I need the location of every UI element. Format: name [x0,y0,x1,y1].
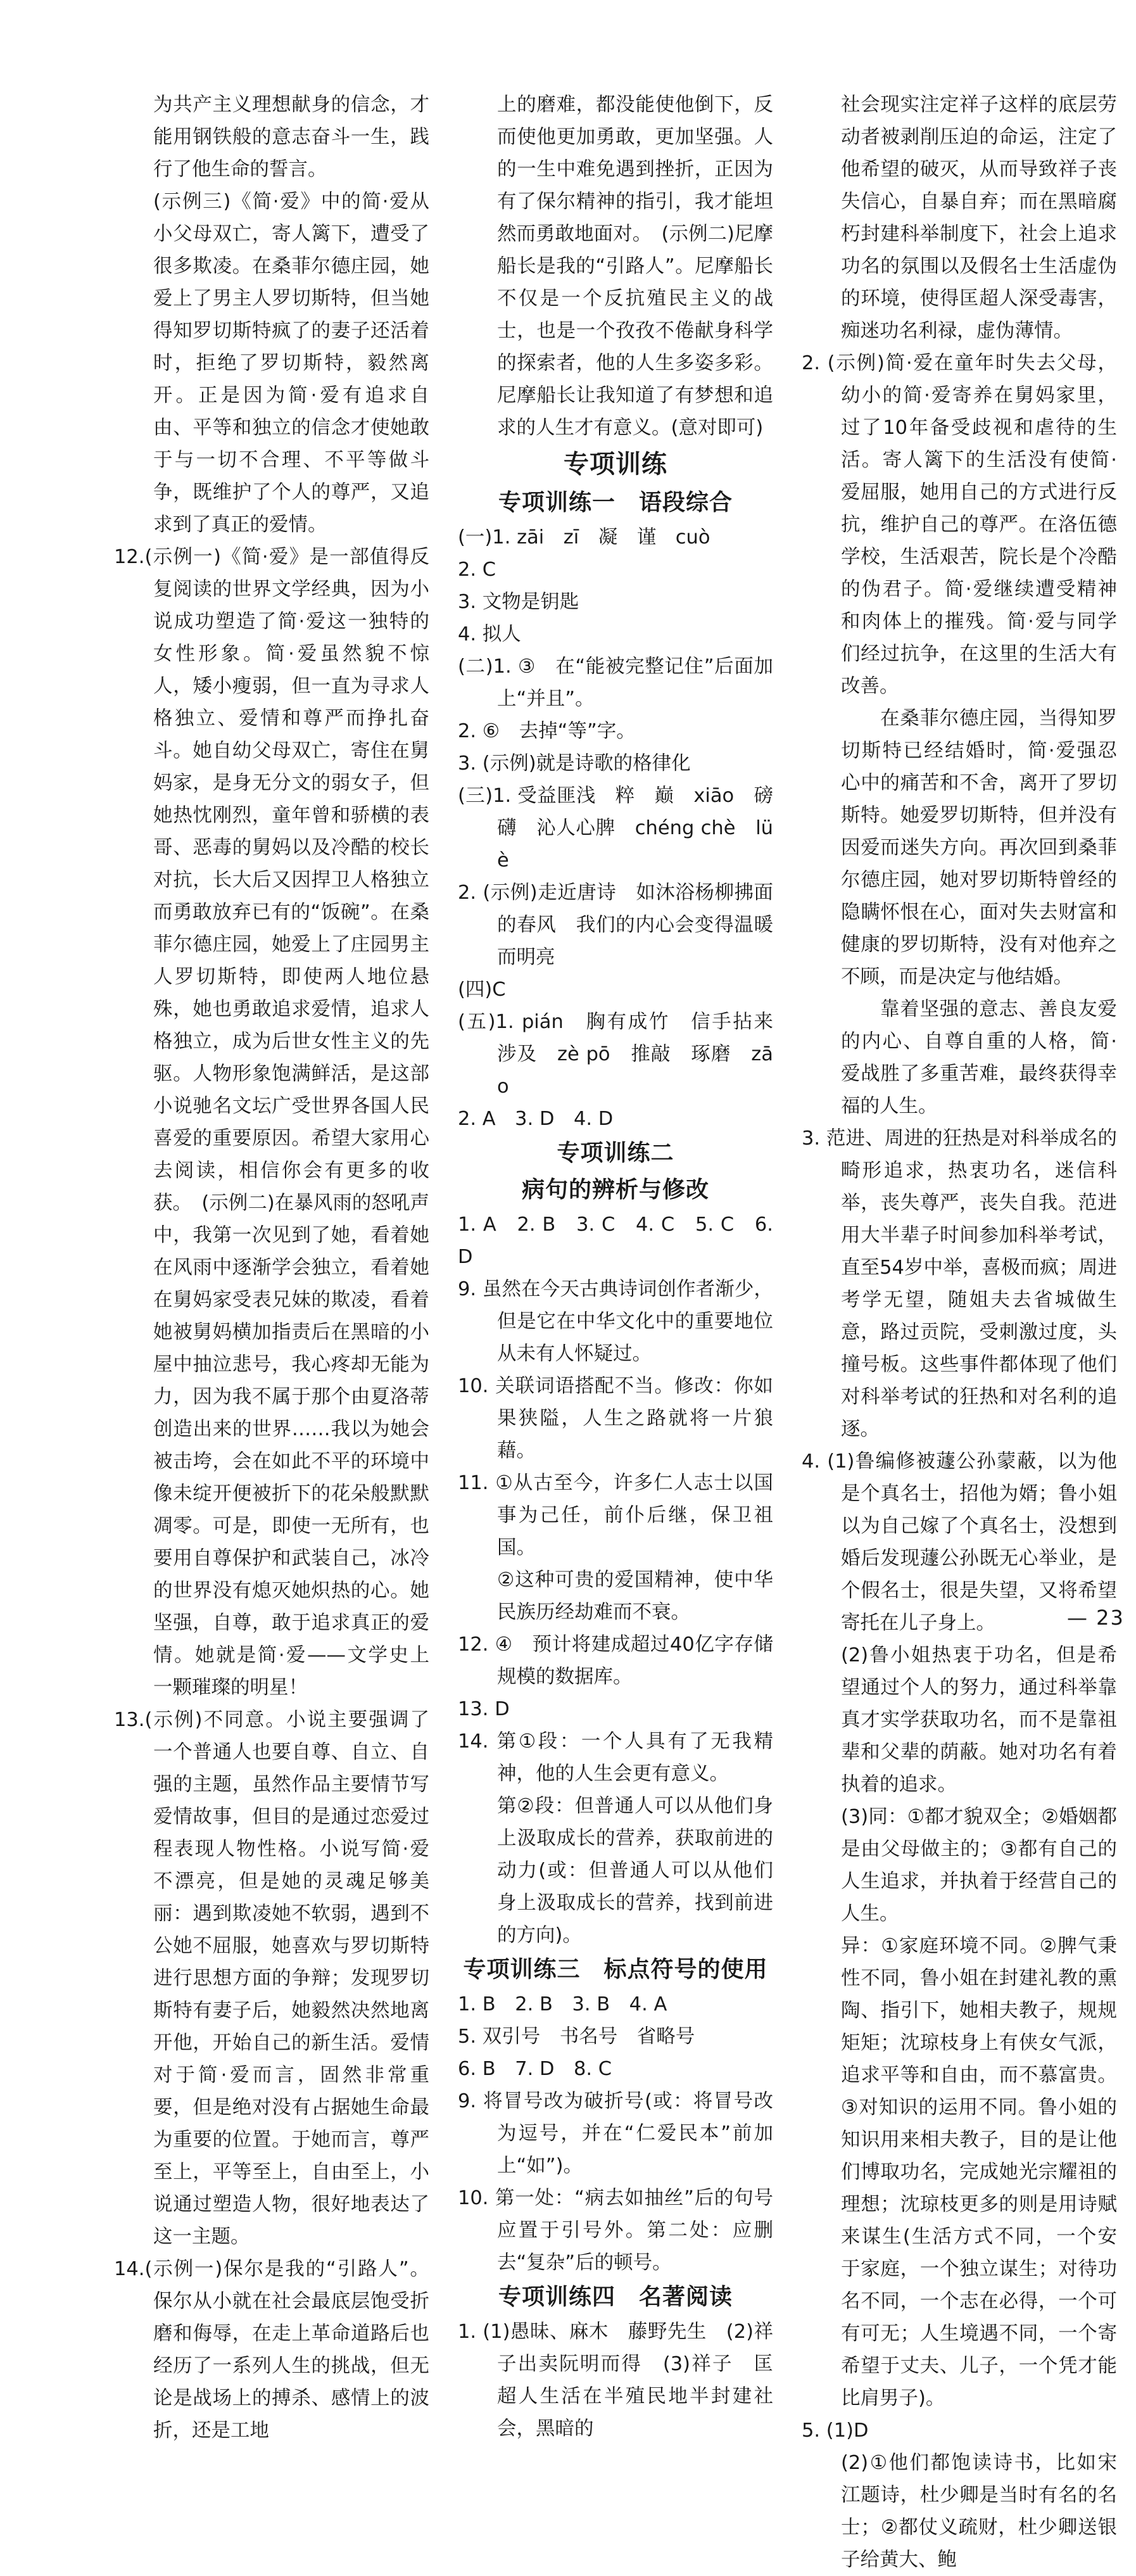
section-heading: 专项训练三 标点符号的使用 [463,1957,768,1983]
answer-paragraph: 13.(示例)不同意。小说主要强调了一个普通人也要自尊、自立、自强的主题，虽然作品主要情节写爱情故事，但目的是通过恋爱过程表现人物性格。小说写简·爱不漂亮，但是她的灵魂足够美丽：遇到欺凌她不软弱，遇到不公她不屈服，她喜欢与罗切斯特进行思想方面的争辩；发现罗切斯特有妻子后，她毅然决然地离开他，开始自己的新生活。爱情对于简·爱而言，固然非常重要，但是绝对没有占据她生命最为重要的位置。于她而言，尊严至上，平等至上，自由至上，小说通过塑造人物，很好地表达了这一主题。 [114,1709,429,2248]
answer-paragraph: 6. B 7. D 8. C [458,2058,612,2080]
answer-paragraph: 4. 拟人 [458,623,521,645]
answer-paragraph: 14. 第①段：一个人具有了无我精神，他的人生会更有意义。 [458,1730,773,1785]
answer-paragraph: 5. (1)D [802,2420,869,2442]
answer-paragraph: 靠着坚强的意志、善良友爱的内心、自尊自重的人格，简·爱战胜了多重苦难，最终获得幸福的人生。 [841,998,1117,1117]
column-3 [802,89,1117,2576]
section-heading: 专项训练四 名著阅读 [498,2284,733,2310]
answer-paragraph: (2)鲁小姐热衷于功名，但是希望通过个人的努力，通过科举靠真才实学获取功名，而不是靠祖辈和父辈的荫蔽。她对功名有着执着的追求。 [841,1644,1117,1796]
answer-paragraph: 3. (示例)就是诗歌的格律化 [458,752,691,775]
answer-paragraph: (三)1. 受益匪浅 粹 巅 xiāo 磅礴 沁人心脾 chéng chè lüè [458,785,773,872]
answer-paragraph: 12. ④ 预计将建成超过40亿字存储规模的数据库。 [458,1634,773,1688]
answer-paragraph: (2)①他们都饱读诗书，比如宋江题诗，杜少卿是当时有名的名士；②都仗义疏财，杜少卿送银子给黄大、鲍 [841,2452,1117,2571]
answer-paragraph: 10. 关联词语搭配不当。修改：你如果狭隘，人生之路就将一片狼藉。 [458,1375,773,1462]
answer-paragraph: 3. 文物是钥匙 [458,591,579,613]
answer-paragraph: 社会现实注定祥子这样的底层劳动者被剥削压迫的命运，注定了他希望的破灭，从而导致祥子丧失信心，自暴自弃；而在黑暗腐朽封建科举制度下，社会上追求功名的氛围以及假名士生活虚伪的环境，使得匡超人深受毒害，痴迷功名利禄，虚伪薄情。 [841,94,1117,342]
column-1 [114,89,429,2447]
answer-paragraph: 9. 虽然在今天古典诗词创作者渐少，但是它在中华文化中的重要地位从未有人怀疑过。 [458,1278,773,1365]
column-2 [458,89,793,2445]
section-heading: 专项训练二 [557,1140,674,1166]
section-heading: 专项训练 [564,450,667,479]
answer-paragraph: 为共产主义理想献身的信念，才能用钢铁般的意志奋斗一生，践行了他生命的誓言。 [153,94,429,181]
answer-paragraph: ②这种可贵的爱国精神，使中华民族历经劫难而不衰。 [497,1569,773,1623]
answer-paragraph: 第②段：但普通人可以从他们身上汲取成长的营养，获取前进的动力(或：但普通人可以从他们身上汲取成长的营养，找到前进的方向)。 [497,1795,773,1946]
answer-paragraph: 9. 将冒号改为破折号(或：将冒号改为逗号，并在“仁爱民本”前加上“如”)。 [458,2090,773,2177]
answer-paragraph: 13. D [458,1698,510,1720]
answer-paragraph: 3. 范进、周进的狂热是对科举成名的畸形追求，热衷功名，迷信科举，丧失尊严，丧失自我。范进用大半辈子时间参加科举考试，直至54岁中举，喜极而疯；周进考学无望，随姐夫去省城做生意，路过贡院，受刺激过度，头撞号板。这些事件都体现了他们对科举考试的狂热和对名利的追逐。 [802,1127,1117,1440]
answer-paragraph: (示例三)《简·爱》中的简·爱从小父母双亡，寄人篱下，遭受了很多欺凌。在桑菲尔德庄园，她爱上了男主人罗切斯特，但当她得知罗切斯特疯了的妻子还活着时，拒绝了罗切斯特，毅然离开。正是因为简·爱有追求自由、平等和独立的信念才使她敢于与一切不合理、不平等做斗争，既维护了个人的尊严，又追求到了真正的爱情。 [153,191,429,536]
answer-paragraph: (3)同：①都才貌双全；②婚姻都是由父母做主的；③都有自己的人生追求，并执着于经营自己的人生。 [841,1806,1117,1925]
answer-paragraph: 2. A 3. D 4. D [458,1108,614,1130]
answer-paragraph: 10. 第一处：“病去如抽丝”后的句号应置于引号外。第二处：应删去“复杂”后的顿号。 [458,2187,773,2274]
answer-paragraph: (一)1. zāi zī 凝 谨 cuò [458,526,710,549]
page-number: — 23 [1067,1606,1125,1630]
answer-paragraph: 14.(示例一)保尔是我的“引路人”。保尔从小就在社会最底层饱受折磨和侮辱，在走上革命道路后也经历了一系列人生的挑战，但无论是战场上的搏杀、感情上的波折，还是工地 [114,2258,429,2442]
answer-paragraph: 上的磨难，都没能使他倒下，反而使他更加勇敢，更加坚强。人的一生中难免遇到挫折，正因为有了保尔精神的指引，我才能坦然而勇敢地面对。 (示例二)尼摩船长是我的“引路人”。尼摩船长不仅是一个反抗殖民主义的战士，也是一个孜孜不倦献身科学的探索者，他的人生多姿多彩。尼摩船长让我知道了有梦想和追求的人生才有意义。(意对即可) [497,94,773,439]
answer-paragraph: (五)1. pián 胸有成竹 信手拈来 涉及 zè pō 推敲 琢磨 zāo [458,1011,793,1098]
answer-paragraph: 2. C [458,559,496,581]
answer-paragraph: (二)1. ③ 在“能被完整记住”后面加上“并且”。 [458,656,773,710]
answer-paragraph: (四)C [458,979,506,1001]
answer-paragraph: 5. 双引号 书名号 省略号 [458,2026,695,2048]
answer-paragraph: 异：①家庭环境不同。②脾气秉性不同，鲁小姐在封建礼教的熏陶、指引下，她相夫教子，规规矩矩；沈琼枝身上有侠女气派，追求平等和自由，而不慕富贵。③对知识的运用不同。鲁小姐的知识用来相夫教子，目的是让他们博取功名，完成她光宗耀祖的理想；沈琼枝更多的则是用诗赋来谋生(生活方式不同，一个安于家庭，一个独立谋生；对待功名不同，一个志在必得，一个可有可无；人生境遇不同，一个寄希望于丈夫、儿子，一个凭才能比肩男子)。 [841,1935,1117,2409]
answer-paragraph: 12.(示例一)《简·爱》是一部值得反复阅读的世界文学经典，因为小说成功塑造了简·爱这一独特的女性形象。简·爱虽然貌不惊人，矮小瘦弱，但一直为寻求人格独立、爱情和尊严而挣扎奋斗。她自幼父母双亡，寄住在舅妈家，是身无分文的弱女子，但她热忱刚烈，童年曾和骄横的表哥、恶毒的舅妈以及冷酷的校长对抗，长大后又因捍卫人格独立而勇敢放弃已有的“饭碗”。在桑菲尔德庄园，她爱上了庄园男主人罗切斯特，即使两人地位悬殊，她也勇敢追求爱情，追求人格独立，成为后世女性主义的先驱。人物形象饱满鲜活，是这部小说驰名文坛广受世界各国人民喜爱的重要原因。希望大家用心去阅读，相信你会有更多的收获。 (示例二)在暴风雨的怒吼声中，我第一次见到了她，看着她在风雨中逐渐学会独立，看着她在舅妈家受表兄妹的欺凌，看着她被舅妈横加指责后在黑暗的小屋中抽泣悲号，我心疼却无能为力，因为我不属于那个由夏洛蒂创造出来的世界……我以为她会被击垮，会在如此不平的环境中像未绽开便被折下的花朵般默默凋零。可是，即使一无所有，也要用自尊保护和武装自己，冰冷的世界没有熄灭她炽热的心。她坚强，自尊，敢于追求真正的爱情。她就是简·爱——文学史上一颗璀璨的明星！ [114,546,429,1699]
answer-paragraph: 1. (1)愚昧、麻木 藤野先生 (2)祥子出卖阮明而得 (3)祥子 匡超人生活在半殖民地半封建社会，黑暗的 [458,2321,773,2440]
answer-paragraph: 1. A 2. B 3. C 4. C 5. C 6. D [458,1214,773,1268]
answer-paragraph: 2. (示例)简·爱在童年时失去父母，幼小的简·爱寄养在舅妈家里，过了10年备受歧视和虐待的生活。寄人篱下的生活没有使简·爱屈服，她用自己的方式进行反抗，维护自己的尊严。在洛伍德学校，生活艰苦，院长是个冷酷的伪君子。简·爱继续遭受精神和肉体上的摧残。简·爱与同学们经过抗争，在这里的生活大有改善。 [802,352,1117,697]
answer-paragraph: 1. B 2. B 3. B 4. A [458,1993,667,2015]
answer-paragraph: 11. ①从古至今，许多仁人志士以国事为己任，前仆后继，保卫祖国。 [458,1472,773,1559]
section-heading: 病句的辨析与修改 [521,1177,709,1203]
answer-paragraph: 2. ⑥ 去掉“等”字。 [458,720,636,742]
section-heading: 专项训练一 语段综合 [498,490,733,516]
answer-paragraph: 4. (1)鲁编修被蘧公孙蒙蔽，以为他是个真名士，招他为婿；鲁小姐以为自己嫁了个真名士，没想到婚后发现蘧公孙既无心举业，是个假名士，很是失望，又将希望寄托在儿子身上。 [802,1450,1117,1634]
answer-paragraph: 在桑菲尔德庄园，当得知罗切斯特已经结婚时，简·爱强忍心中的痛苦和不舍，离开了罗切斯特。她爱罗切斯特，但并没有因爱而迷失方向。再次回到桑菲尔德庄园，她对罗切斯特曾经的隐瞒怀恨在心，面对失去财富和健康的罗切斯特，没有对他弃之不顾，而是决定与他结婚。 [841,707,1117,988]
answer-paragraph: 2. (示例)走近唐诗 如沐浴杨柳拂面的春风 我们的内心会变得温暖而明亮 [458,882,773,968]
